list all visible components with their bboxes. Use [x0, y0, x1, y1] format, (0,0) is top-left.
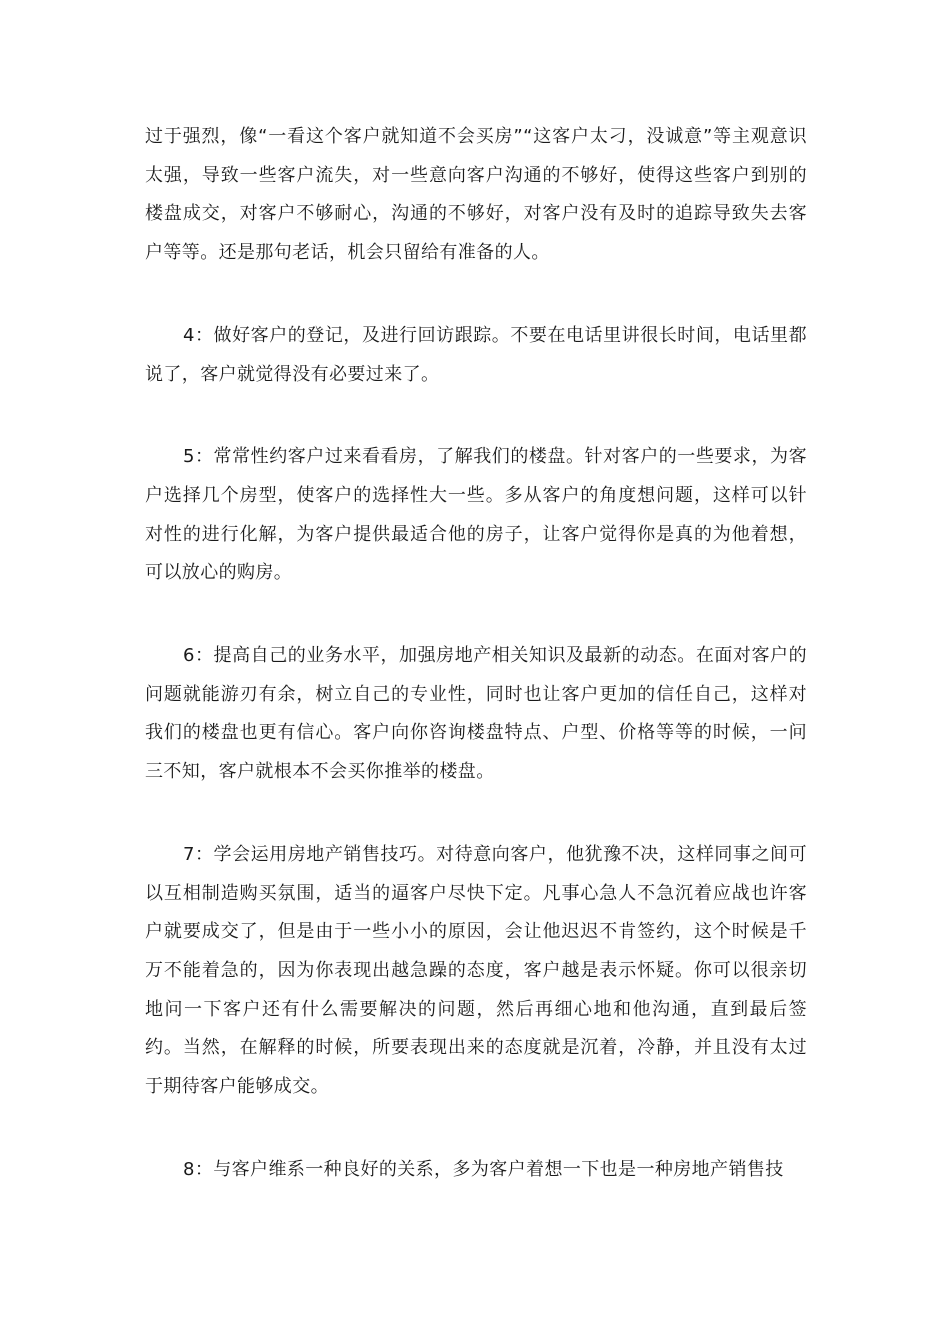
document-body [145, 118, 807, 1233]
paragraph-item-7: 7：学会运用房地产销售技巧。对待意向客户，他犹豫不决，这样同事之间可以互相制造购买氛围，适当的逼客户尽快下定。凡事心急人不急沉着应战也许客户就要成交了，但是由于一些小小的原因，会让他迟迟不肯签约，这个时候是千万不能着急的，因为你表现出越急躁的态度，客户越是表示怀疑。你可以很亲切地问一下客户还有什么需要解决的问题，然后再细心地和他沟通，直到最后签约。当然，在解释的时候，所要表现出来的态度就是沉着，冷静，并且没有太过于期待客户能够成交。 [145, 843, 807, 1098]
paragraph-item-5: 5：常常性约客户过来看看房，了解我们的楼盘。针对客户的一些要求，为客户选择几个房型，使客户的选择性大一些。多从客户的角度想问题，这样可以针对性的进行化解，为客户提供最适合他的房子，让客户觉得你是真的为他着想，可以放心的购房。 [145, 446, 807, 584]
paragraph-item-6: 6：提高自己的业务水平，加强房地产相关知识及最新的动态。在面对客户的问题就能游刃有余，树立自己的专业性，同时也让客户更加的信任自己，这样对我们的楼盘也更有信心。客户向你咨询楼盘特点、户型、价格等等的时候，一问三不知，客户就根本不会买你推举的楼盘。 [145, 645, 807, 783]
paragraph-item-4: 4：做好客户的登记，及进行回访跟踪。不要在电话里讲很长时间，电话里都说了，客户就觉得没有必要过来了。 [145, 324, 807, 385]
paragraph-item-8: 8：与客户维系一种良好的关系，多为客户着想一下也是一种房地产销售技 [183, 1158, 784, 1180]
paragraph-continuation: 过于强烈，像“一看这个客户就知道不会买房”“这客户太刁，没诚意”等主观意识太强，导致一些客户流失，对一些意向客户沟通的不够好，使得这些客户到别的楼盘成交，对客户不够耐心，沟通的不够好，对客户没有及时的追踪导致失去客户等等。还是那句老话，机会只留给有准备的人。 [145, 126, 807, 264]
